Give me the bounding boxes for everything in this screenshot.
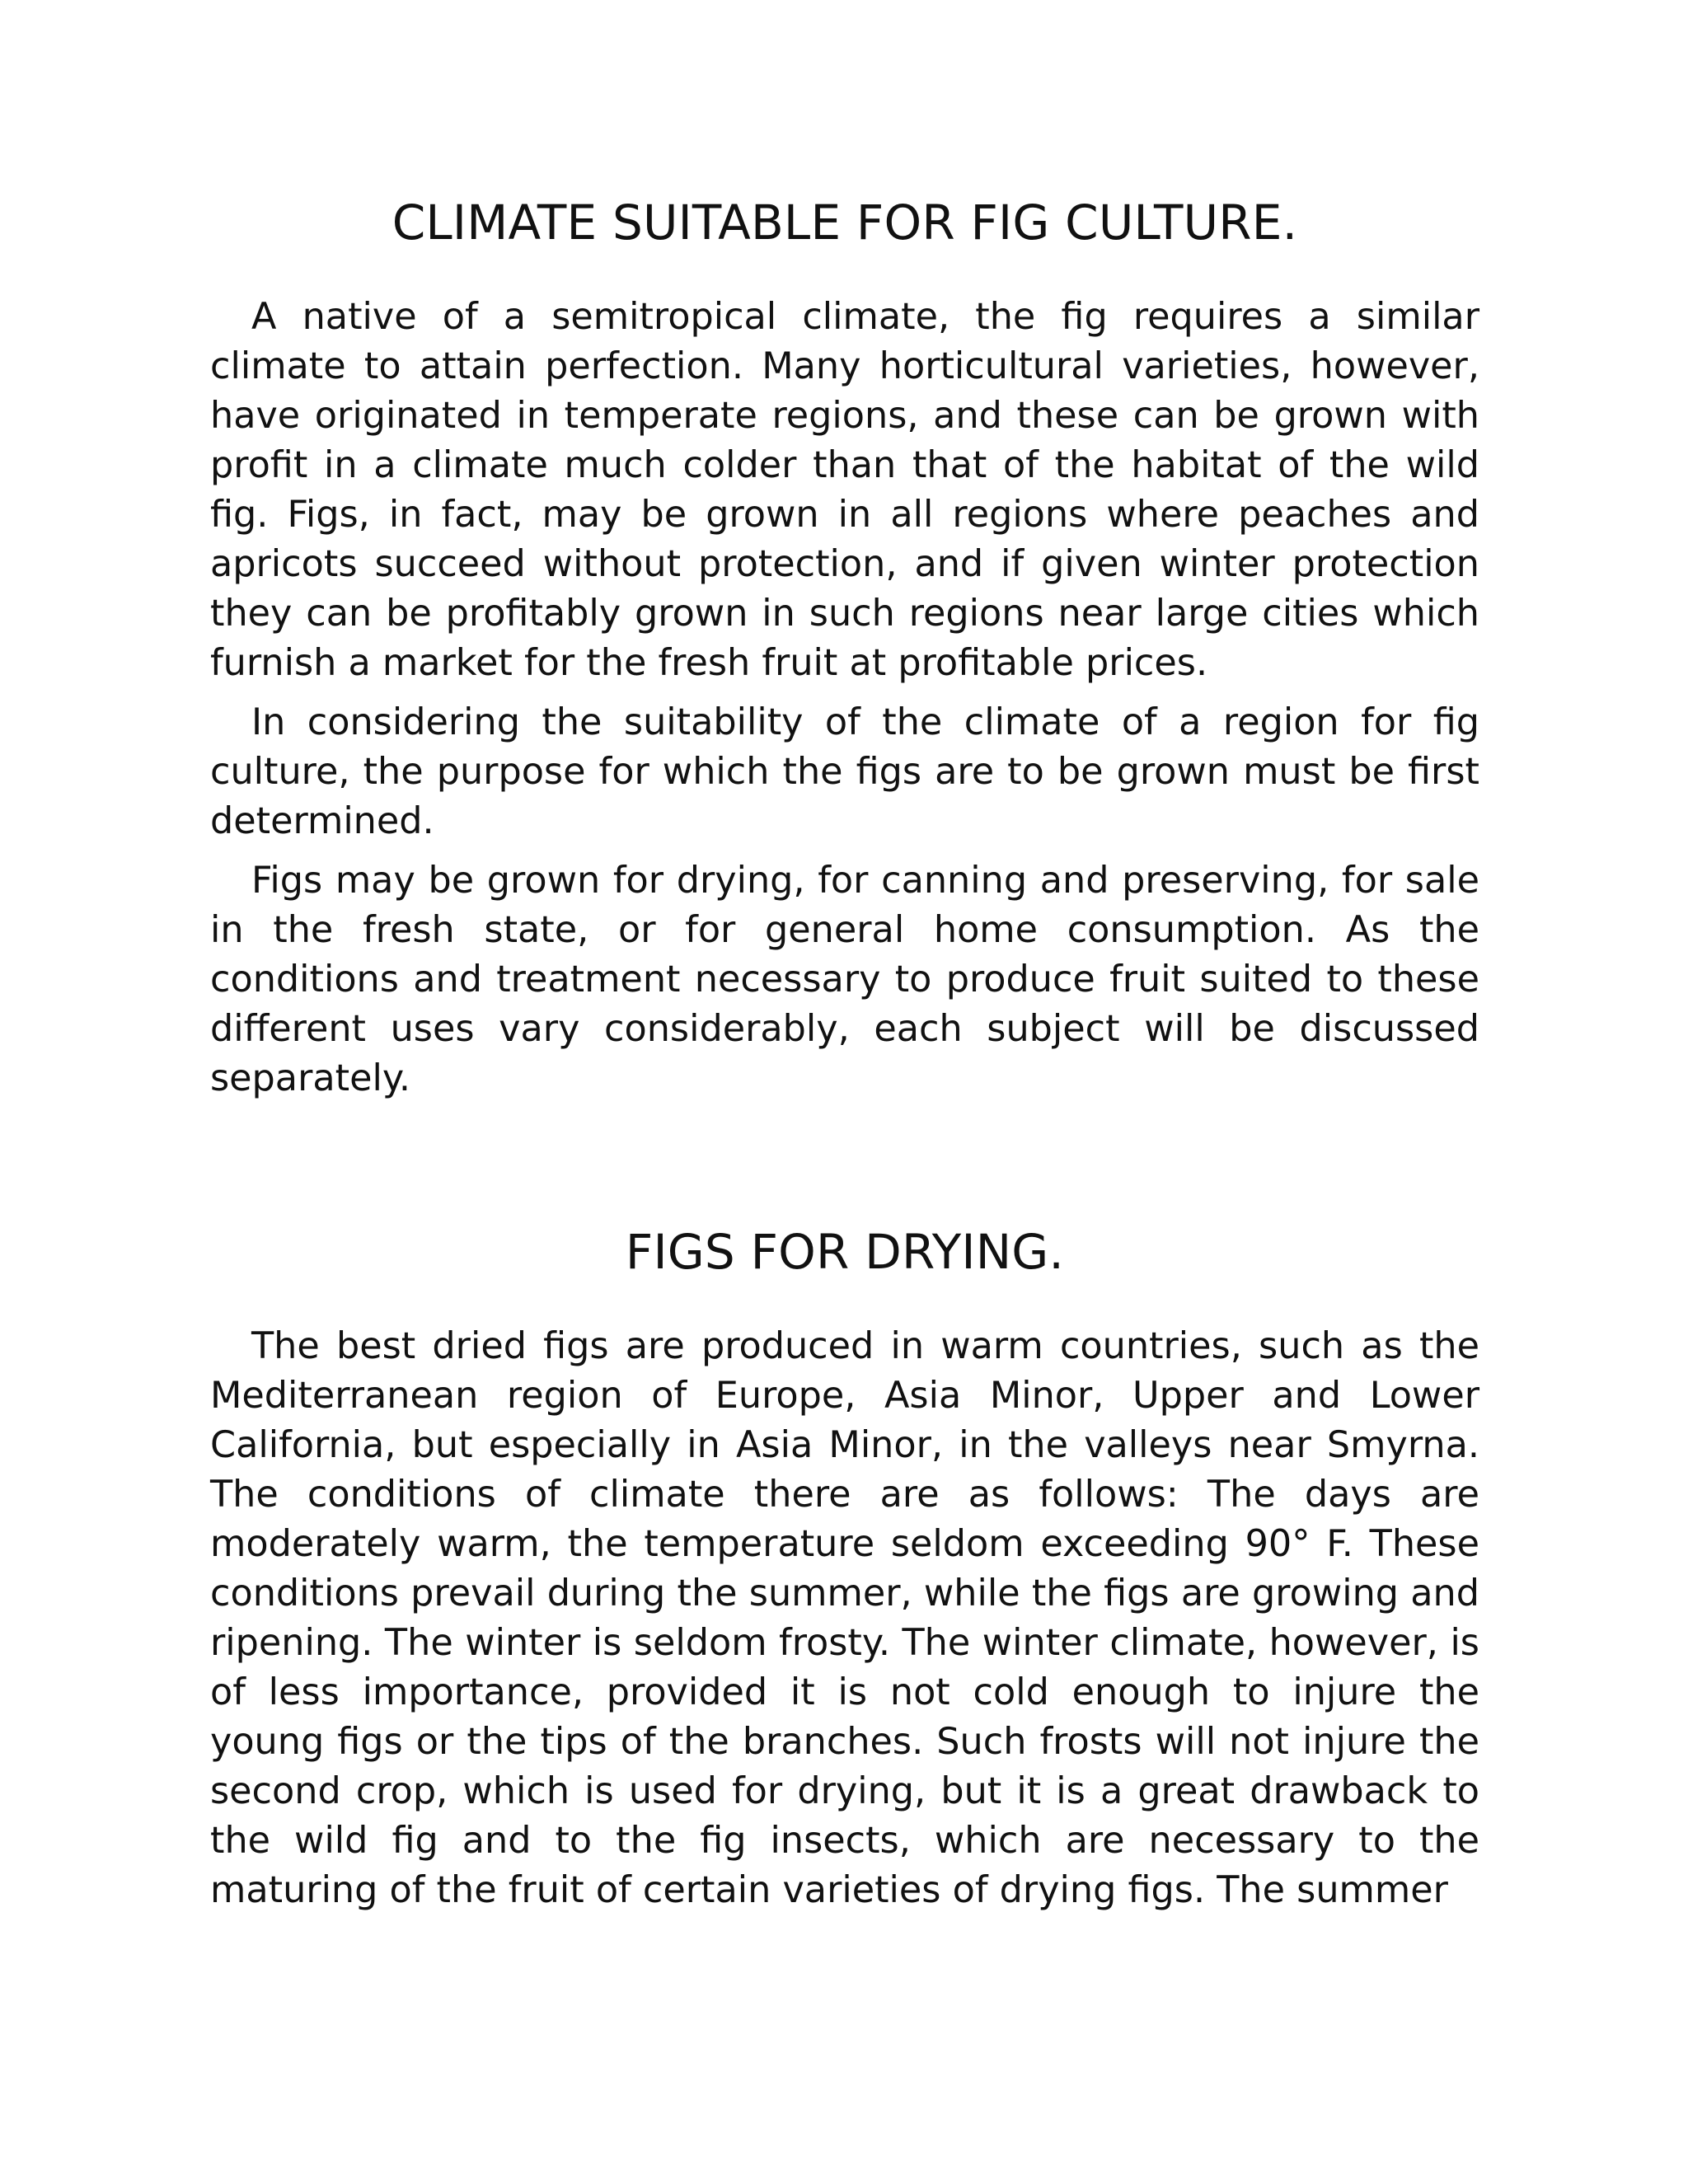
paragraph: The best dried figs are produced in warm countries, such as the Mediterranean region of Europe, Asia Minor, Upper and Lower California, but especially in Asia Minor, in the valleys near Smyrna. The conditions of climate there are as follows: The days are moderately warm, the temperature seldom exceeding 90° F. These conditions prevail during the summer, while the figs are growing and ripening. The winter is seldom frosty. The winter climate, however, is of less importance, provided it is not cold enough to injure the young figs or the tips of the branches. Such frosts will not injure the second crop, which is used for drying, but it is a great drawback to the wild fig and to the fig insects, which are necessary to the maturing of the fruit of certain varieties of drying figs. The summer xyxy=(210,1325,1479,1911)
paragraph: Figs may be grown for drying, for canning and preserving, for sale in the fresh state, or for general home consumption. As the conditions and treatment necessary to produce fruit suited to these different uses vary considerably, each subject will be discussed separately. xyxy=(210,860,1479,1099)
section-heading-climate: CLIMATE SUITABLE FOR FIG CULTURE. xyxy=(392,194,1298,251)
paragraph: In considering the suitability of the climate of a region for fig culture, the purpose for which the figs are to be grown must be first determined. xyxy=(210,701,1479,842)
section-heading-drying: FIGS FOR DRYING. xyxy=(625,1224,1065,1280)
paragraph: A native of a semitropical climate, the fig requires a similar climate to attain perfection. Many horticultural varieties, however, have originated in temperate regions, and these can be grown with profit in a climate much colder than that of the habitat of the wild fig. Figs, in fact, may be grown in all regions where peaches and apricots succeed without protection, and if given winter protection they can be profitably grown in such regions near large cities which furnish a market for the fresh fruit at profitable prices. xyxy=(210,296,1479,684)
document-page xyxy=(210,190,1479,1925)
